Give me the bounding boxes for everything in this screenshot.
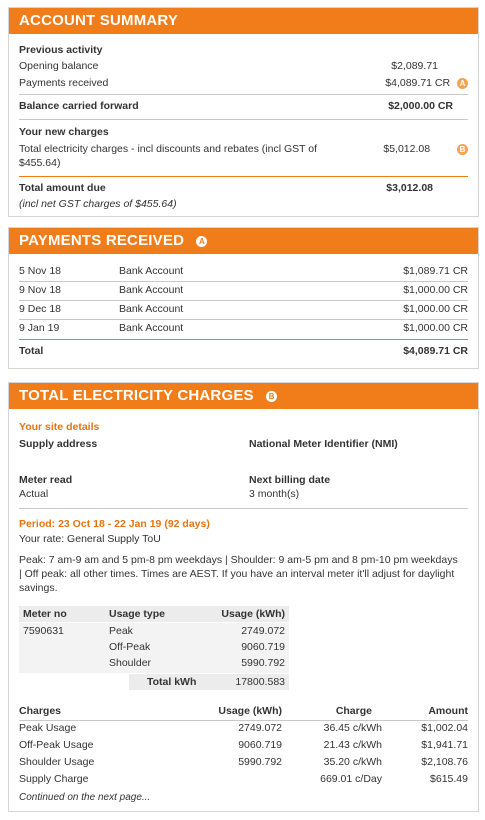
badge-a-icon: A	[457, 78, 468, 89]
usage-cell: 2749.072	[241, 625, 285, 637]
payments-received-row	[19, 76, 468, 90]
rate-text: Your rate: General Supply ToU	[19, 533, 161, 545]
meter-read-row	[19, 473, 468, 487]
payments-received-value-wrap	[385, 76, 468, 90]
amount-header: Amount	[428, 705, 468, 717]
total-due-note: (incl net GST charges of $455.64)	[19, 198, 177, 210]
account-summary-title: ACCOUNT SUMMARY	[19, 12, 179, 29]
payment-row	[19, 264, 468, 278]
payment-method: Bank Account	[119, 284, 184, 296]
meter-no-header: Meter no	[23, 608, 67, 620]
payments-received-section	[8, 227, 479, 369]
elec-charges-value: $5,012.08	[383, 143, 431, 155]
total-due-row	[19, 181, 468, 195]
payment-amount: $1,089.71 CR	[403, 265, 468, 277]
charge-header: Charge	[335, 705, 372, 717]
account-summary-header	[9, 8, 478, 34]
charge-label: Peak Usage	[19, 722, 77, 734]
usage-type-cell: Shoulder	[109, 657, 152, 669]
charge-usage: 5990.792	[238, 756, 282, 768]
payments-received-value: $4,089.71 CR	[385, 77, 451, 89]
usage-type-cell: Peak	[109, 625, 133, 637]
payment-method: Bank Account	[119, 303, 184, 315]
divider	[19, 119, 468, 120]
divider	[19, 94, 468, 95]
divider	[19, 281, 468, 282]
charge-usage: 9060.719	[238, 739, 282, 751]
peak-note-line-2: | Off peak: all other times. Times are AEST. If you have an interval meter it'll adjust for daylight	[19, 568, 455, 580]
charge-rate: 35.20 c/kWh	[323, 756, 382, 768]
elec-charges-label-1: Total electricity charges - incl discounts and rebates (incl GST of	[19, 143, 318, 155]
nmi-label: National Meter Identifier (NMI)	[249, 438, 398, 450]
meter-no-value: 7590631	[23, 625, 64, 637]
payment-date: 9 Dec 18	[19, 303, 62, 315]
payments-total-row	[19, 344, 468, 358]
payment-date: 9 Jan 19	[19, 322, 60, 334]
badge-b-icon: B	[457, 144, 468, 155]
total-due-label: Total amount due	[19, 182, 106, 194]
payment-date: 5 Nov 18	[19, 265, 62, 277]
elec-charges-row	[19, 142, 468, 156]
meter-read-values-row	[19, 487, 468, 501]
payment-row	[19, 302, 468, 316]
charge-amount: $615.49	[430, 773, 468, 785]
meter-read-value: Actual	[19, 488, 49, 500]
meter-read-label: Meter read	[19, 474, 73, 486]
payment-amount: $1,000.00 CR	[403, 284, 468, 296]
meter-usage-table	[19, 606, 289, 692]
continued-note: Continued on the next page...	[19, 792, 151, 803]
peak-note-line-3: savings.	[19, 582, 58, 594]
payment-date: 9 Nov 18	[19, 284, 62, 296]
divider	[19, 319, 468, 320]
peak-note-line-1: Peak: 7 am-9 am and 5 pm-8 pm weekdays | Shoulder: 9 am-5 pm and 8 pm-10 pm weekdays	[19, 554, 458, 566]
payment-method: Bank Account	[119, 322, 184, 334]
previous-activity-label: Previous activity	[19, 44, 103, 56]
charge-usage: 2749.072	[238, 722, 282, 734]
total-kwh-value: 17800.583	[235, 676, 285, 688]
payment-amount: $1,000.00 CR	[403, 303, 468, 315]
charge-rate: 36.45 c/kWh	[323, 722, 382, 734]
electricity-charges-header	[9, 383, 478, 409]
opening-balance-label: Opening balance	[19, 60, 99, 72]
balance-cf-value: $2,000.00 CR	[388, 100, 453, 112]
usage-type-header: Usage type	[109, 608, 166, 620]
charge-label: Supply Charge	[19, 773, 89, 785]
charges-usage-header: Usage (kWh)	[218, 705, 282, 717]
new-charges-label: Your new charges	[19, 126, 109, 138]
elec-charges-label-2: $455.64)	[19, 157, 61, 169]
divider	[19, 508, 468, 509]
divider	[19, 300, 468, 301]
payment-method: Bank Account	[119, 265, 184, 277]
total-due-value: $3,012.08	[386, 182, 433, 194]
payments-received-header	[9, 228, 478, 254]
site-details-label: Your site details	[19, 421, 100, 433]
payment-row	[19, 283, 468, 297]
charge-amount: $2,108.76	[421, 756, 468, 768]
opening-balance-row	[19, 59, 468, 73]
divider	[19, 339, 468, 340]
divider	[19, 176, 468, 177]
usage-header: Usage (kWh)	[221, 608, 285, 620]
elec-charges-value-wrap	[383, 142, 468, 156]
usage-cell: 9060.719	[241, 641, 285, 653]
payment-amount: $1,000.00 CR	[403, 322, 468, 334]
total-kwh-label: Total kWh	[147, 676, 197, 688]
charge-label: Shoulder Usage	[19, 756, 95, 768]
electricity-charges-section	[8, 382, 479, 812]
usage-cell: 5990.792	[241, 657, 285, 669]
payment-row	[19, 321, 468, 335]
badge-a-icon: A	[196, 236, 207, 247]
billing-period: Period: 23 Oct 18 - 22 Jan 19 (92 days)	[19, 518, 210, 530]
payments-received-label: Payments received	[19, 77, 109, 89]
badge-b-icon: B	[266, 391, 277, 402]
charge-rate: 21.43 c/kWh	[323, 739, 382, 751]
charges-header: Charges	[19, 705, 62, 717]
charge-label: Off-Peak Usage	[19, 739, 94, 751]
charge-amount: $1,941.71	[421, 739, 468, 751]
charge-rate: 669.01 c/Day	[320, 773, 382, 785]
next-billing-label: Next billing date	[249, 474, 331, 486]
charges-table	[19, 702, 468, 792]
divider	[19, 720, 468, 721]
payments-total-label: Total	[19, 345, 44, 357]
charge-amount: $1,002.04	[421, 722, 468, 734]
payments-total-value: $4,089.71 CR	[403, 345, 468, 357]
electricity-charges-title: TOTAL ELECTRICITY CHARGES	[19, 387, 254, 404]
site-details-row	[19, 437, 468, 451]
supply-address-label: Supply address	[19, 438, 98, 450]
usage-type-cell: Off-Peak	[109, 641, 151, 653]
balance-cf-row	[19, 99, 468, 113]
next-billing-value: 3 month(s)	[249, 488, 300, 500]
opening-balance-value: $2,089.71	[391, 60, 438, 72]
balance-cf-label: Balance carried forward	[19, 100, 139, 112]
account-summary-section	[8, 7, 479, 217]
payments-received-title: PAYMENTS RECEIVED	[19, 232, 185, 249]
